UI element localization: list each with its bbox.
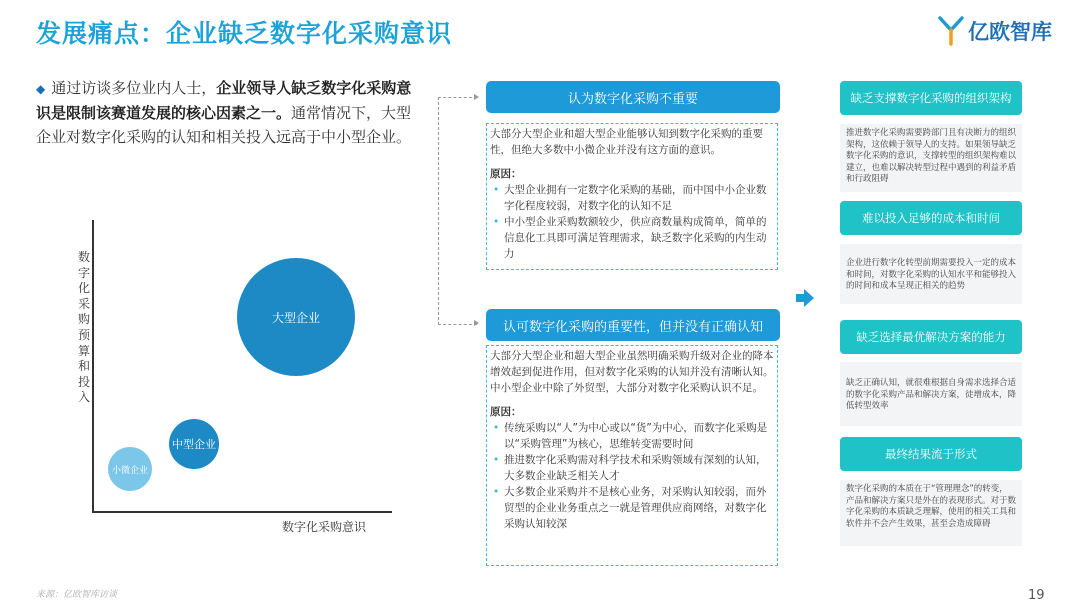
bubble-large-enterprise: 大型企业 [237, 258, 355, 376]
card-desc: 大部分大型企业和超大型企业能够认知到数字化采购的重要性，但绝大多数中小微企业并没有这方面的意识。 [490, 128, 763, 156]
list-item: • 大多数企业采购并不是核心业务，对采购认知较弱，而外贸型的企业业务重点之一就是管理供应商网络，对数字化采购认知较深 [504, 484, 774, 532]
result-text-org: 推进数字化采购需要跨部门且有决断力的组织架构，这依赖于领导人的支持。如果领导缺乏数字化采购的意识，支撑转型的组织架构难以建立，也难以解决转型过程中遇到的利益矛盾和行政阻碍 [840, 124, 1022, 192]
reason-list [490, 420, 774, 532]
chevron-right-icon [794, 287, 816, 309]
reason-title: 原因： [490, 168, 522, 180]
reason-list [490, 182, 774, 262]
card-body-not-important [486, 123, 778, 270]
intro-paragraph [36, 76, 424, 149]
bubble-small-enterprise: 小微企业 [108, 447, 152, 491]
card-header-no-correct-cognition: 认可数字化采购的重要性，但并没有正确认知 [486, 309, 780, 341]
brand-name: 亿欧智库 [968, 20, 1052, 44]
page-title: 发展痛点：企业缺乏数字化采购意识 [36, 19, 453, 48]
result-header-solution: 缺乏选择最优解决方案的能力 [840, 320, 1022, 354]
result-text-cost: 企业进行数字化转型前期需要投入一定的成本和时间，对数字化采购的认知水平和能够投入的时间和成本呈现正相关的趋势 [840, 244, 1022, 304]
brand-logo [938, 16, 1052, 46]
x-axis [92, 511, 392, 513]
y-axis [92, 220, 94, 512]
connector-arrow-icon [474, 94, 479, 100]
list-item: • 大型企业拥有一定数字化采购的基础，而中国中小企业数字化程度较弱，对数字化的认知不足 [504, 182, 774, 214]
intro-bold: 企业领导人缺乏数字化采购意识是限制该赛道发展的核心因素之一。 [36, 79, 412, 122]
card-desc: 大部分大型企业和超大型企业虽然明确采购升级对企业的降本增效起到促进作用，但对数字化采购的认知并没有清晰认知。中小型企业中除了外贸型，大部分对数字化采购认识不足。 [490, 350, 774, 394]
connector-arrow-icon [474, 320, 479, 326]
page-number: 19 [1028, 588, 1045, 603]
card-header-not-important: 认为数字化采购不重要 [486, 81, 780, 113]
card-body-no-correct-cognition [486, 345, 778, 566]
connector-bracket [438, 97, 477, 325]
x-axis-label: 数字化采购意识 [282, 520, 367, 534]
intro-lead: 通过访谈多位业内人士， [51, 79, 217, 97]
diamond-bullet-icon: ◆ [36, 82, 46, 96]
result-text-formality: 数字化采购的本质在于“管理理念”的转变，产品和解决方案只是外在的表现形式。对于数字化采购的本质缺乏理解，使用的相关工具和软件并不会产生效果，甚至会造成障碍 [840, 480, 1022, 546]
reason-title: 原因： [490, 406, 522, 418]
y-axis-label: 数字化采购预算和投入 [77, 250, 90, 405]
source-note: 来源：亿欧智库访谈 [36, 590, 118, 600]
brand-mark-icon [938, 16, 964, 46]
result-text-solution: 缺乏正确认知，就很难根据自身需求选择合适的数字化采购产品和解决方案，徒增成本，降低转型效率 [840, 362, 1022, 426]
bubble-mid-enterprise: 中型企业 [169, 419, 219, 469]
result-header-cost: 难以投入足够的成本和时间 [840, 201, 1022, 235]
list-item: • 传统采购以“人”为中心或以“货”为中心，而数字化采购是以“采购管理”为核心，思维转变需要时间 [504, 420, 774, 452]
list-item: • 中小型企业采购数额较少，供应商数量构成简单，简单的信息化工具即可满足管理需求，缺乏数字化采购的内生动力 [504, 214, 774, 262]
list-item: • 推进数字化采购需对科学技术和采购领域有深刻的认知，大多数企业缺乏相关人才 [504, 452, 774, 484]
result-header-formality: 最终结果流于形式 [840, 437, 1022, 471]
intro-rest: 通常情况下，大型企业对数字化采购的认知和相关投入远高于中小型企业。 [36, 104, 412, 146]
result-header-org: 缺乏支撑数字化采购的组织架构 [840, 81, 1022, 115]
